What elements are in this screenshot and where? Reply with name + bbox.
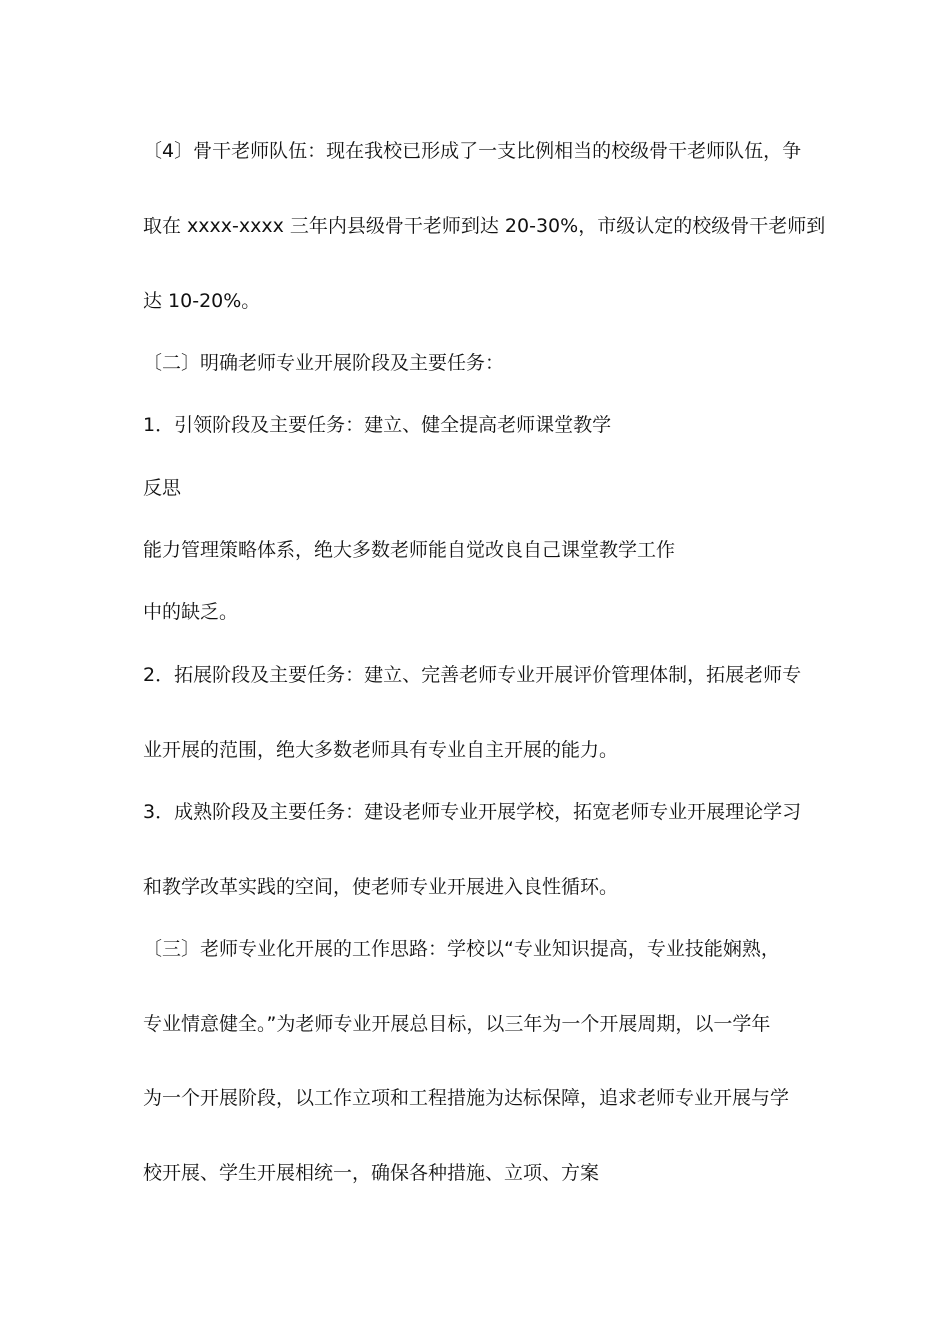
paragraph-line: 业开展的范围，绝大多数老师具有专业自主开展的能力。 — [143, 739, 619, 761]
paragraph-line: 达 10-20%。 — [143, 290, 261, 312]
paragraph-line: 专业情意健全。”为老师专业开展总目标，以三年为一个开展周期，以一学年 — [143, 1013, 771, 1035]
section-heading: 〔三〕老师专业化开展的工作思路：学校以“专业知识提高，专业技能娴熟， — [143, 938, 780, 960]
section-heading: 〔二〕明确老师专业开展阶段及主要任务： — [143, 352, 505, 374]
list-item: 2．拓展阶段及主要任务：建立、完善老师专业开展评价管理体制，拓展老师专 — [143, 664, 802, 686]
paragraph-line: 反思 — [143, 477, 182, 499]
paragraph-line: 〔4〕骨干老师队伍：现在我校已形成了一支比例相当的校级骨干老师队伍，争 — [143, 140, 802, 162]
paragraph-line: 为一个开展阶段，以工作立项和工程措施为达标保障，追求老师专业开展与学 — [143, 1087, 790, 1109]
paragraph-line: 能力管理策略体系，绝大多数老师能自觉改良自己课堂教学工作 — [143, 539, 676, 561]
list-item: 3．成熟阶段及主要任务：建设老师专业开展学校，拓宽老师专业开展理论学习 — [143, 801, 802, 823]
paragraph-line: 取在 xxxx-xxxx 三年内县级骨干老师到达 20-30%，市级认定的校级骨干老师到 — [143, 215, 826, 237]
list-item: 1．引领阶段及主要任务：建立、健全提高老师课堂教学 — [143, 414, 612, 436]
paragraph-line: 中的缺乏。 — [143, 601, 239, 623]
paragraph-line: 和教学改革实践的空间，使老师专业开展进入良性循环。 — [143, 876, 619, 898]
paragraph-line: 校开展、学生开展相统一，确保各种措施、立项、方案 — [143, 1162, 600, 1184]
